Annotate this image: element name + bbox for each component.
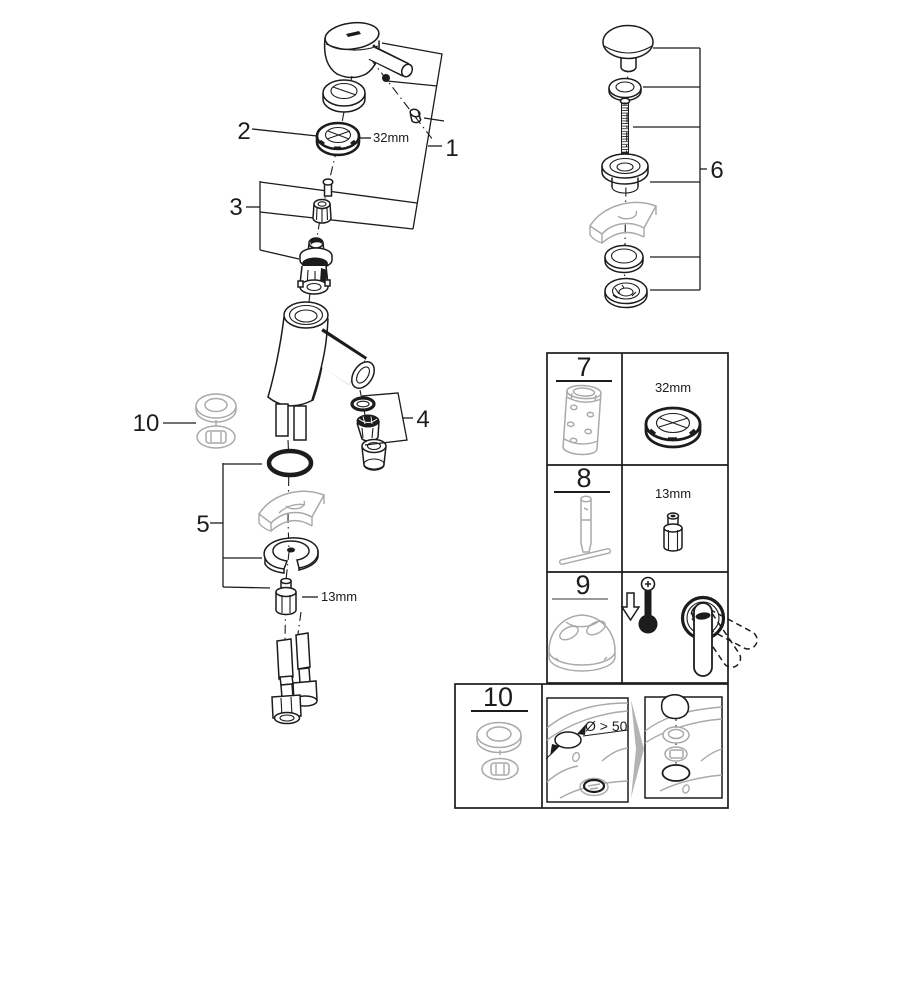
callout-9: 9 [575,570,591,600]
drain-exploded-view [590,26,724,308]
drain-plug-cap [603,26,653,72]
sink-ghost [259,491,324,531]
callout-3: 3 [229,194,243,221]
faucet-exploded-view [133,20,459,724]
table-label-13mm: 13mm [654,486,692,501]
drain-bottom-flange [605,279,647,308]
callout-7: 7 [576,352,592,382]
drain-threaded-rod [621,98,630,153]
label-13mm: 13mm [321,589,358,604]
hole-diameter-label: Ø > 50 [585,718,628,734]
cartridge-screw [323,179,333,196]
table-ring-nut-32mm [646,408,700,447]
down-arrow-icon [622,593,639,620]
box-seal-ring-bottom [482,759,518,780]
installation-box [455,682,728,808]
cartridge-nut [313,200,331,224]
seal-install-panel [645,695,722,798]
handle-lever [371,53,414,79]
callout-6: 6 [710,157,724,184]
callout-10-box: 10 [482,682,514,712]
drain-washer [609,79,641,101]
callout-2-leader [252,129,317,136]
supply-hoses [272,633,317,724]
faucet-spout [312,331,379,400]
temperature-limiter-ring [549,615,615,671]
mounting-horseshoe [264,538,318,573]
right-step-arrow-icon [631,700,644,798]
base-o-ring [269,451,311,475]
drain-sink-ghost [590,203,656,243]
thermometer-cold-icon [639,578,658,634]
callout-5: 5 [196,511,210,538]
escutcheon-ring [323,80,365,112]
t-socket-wrench [562,496,608,562]
socket-tool-32mm [563,384,602,455]
seal-ring-bottom [197,426,235,448]
drain-top-flange [602,154,648,193]
seal-ring-top [196,394,236,422]
callout-10: 10 [132,410,160,437]
table-nut-13mm [664,513,682,551]
bracket-3 [246,181,299,259]
setscrew-ferrule [409,108,421,123]
drain-gasket [605,246,643,273]
cartridge [298,238,332,294]
grub-screw [382,74,390,82]
sink-hole-panel [546,698,628,802]
callout-2: 2 [237,118,251,145]
box-seal-ring-top [477,723,521,753]
table-label-32mm: 32mm [654,380,692,395]
aerator-washer [352,398,374,410]
mounting-nut-13mm [276,579,296,615]
hose-axis-right [298,612,301,634]
callout-4: 4 [416,406,430,433]
callout-1: 1 [445,135,459,162]
lever-handle-rotation-icon [683,598,761,677]
label-32mm: 32mm [373,130,410,145]
tools-table [547,352,760,683]
aerator-insert [357,415,379,441]
callout-8: 8 [576,463,592,493]
ring-nut-32mm [317,123,359,155]
handle-dome [324,20,381,78]
supply-studs [276,404,306,440]
